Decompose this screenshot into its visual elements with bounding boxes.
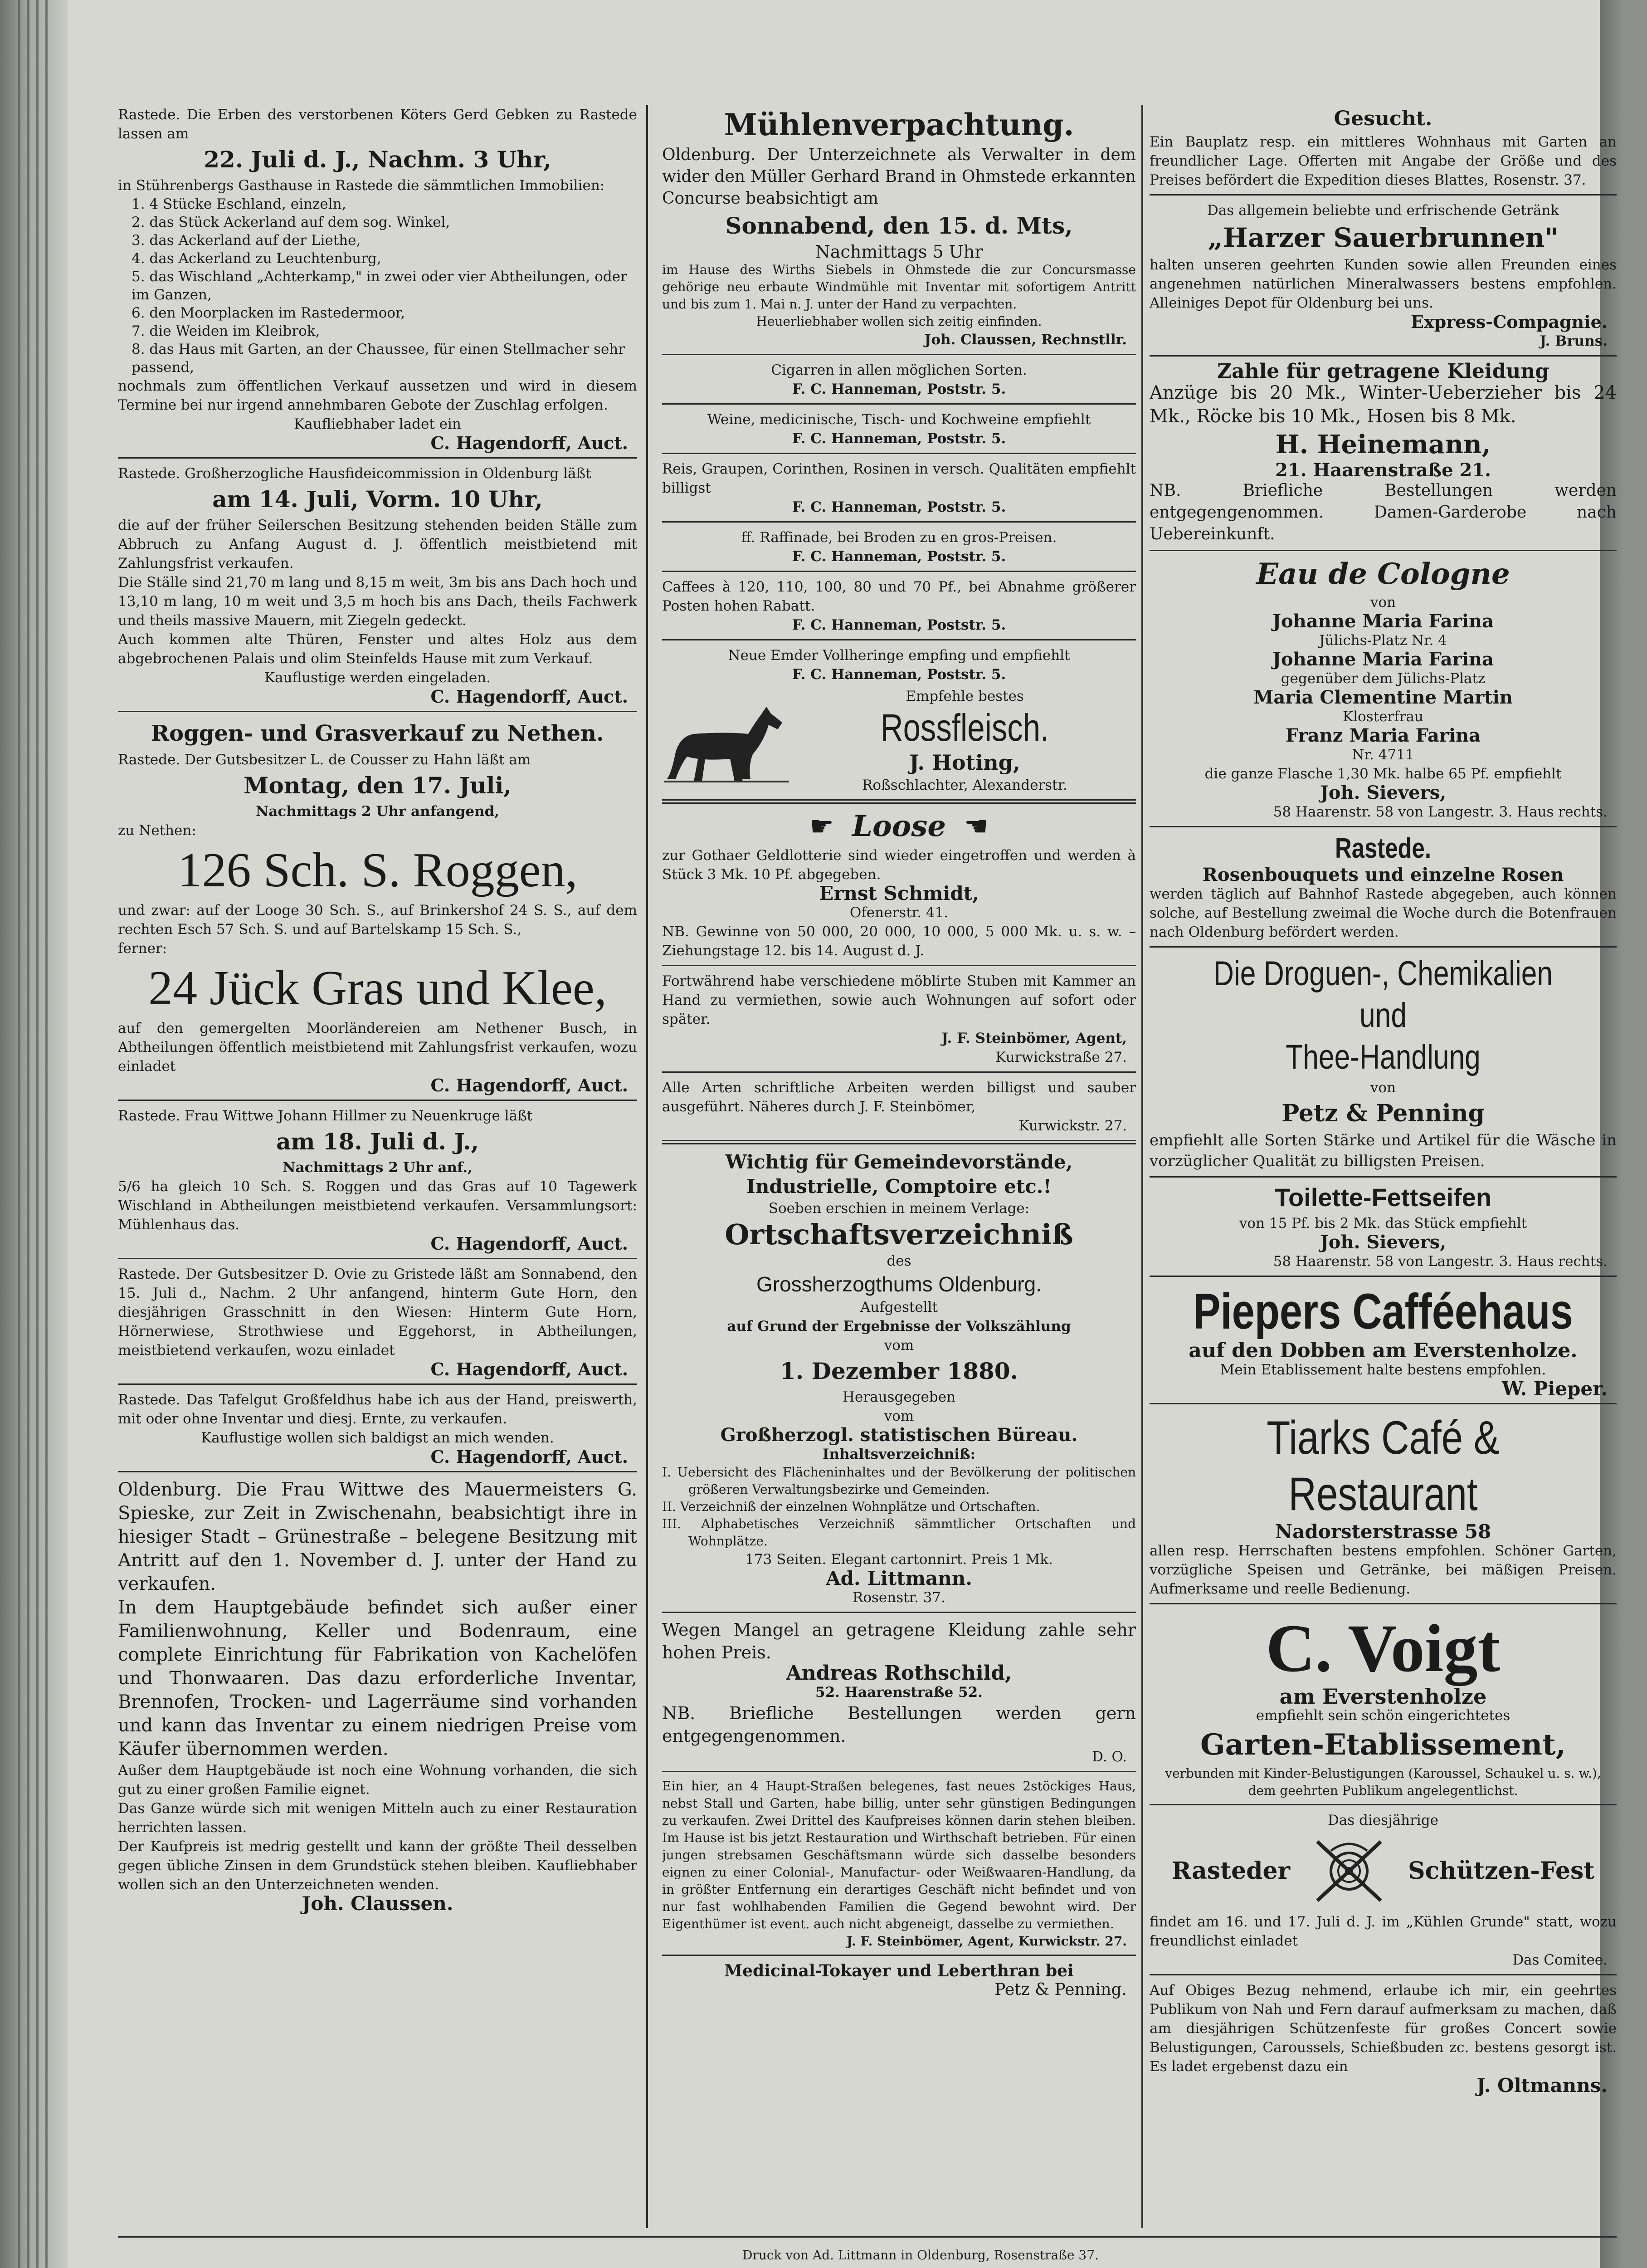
item-list <box>118 195 637 376</box>
ad-time: Nachmittags 2 Uhr anfangend, <box>255 803 500 820</box>
separator <box>662 799 1136 804</box>
column-3 <box>1150 105 1617 2228</box>
ad-date: 22. Juli d. J., Nachm. 3 Uhr, <box>204 146 551 173</box>
ad-invite: Kauflustige wollen sich baldigst an mich wenden. <box>201 1430 554 1446</box>
ad-spieske <box>118 1478 637 1913</box>
ad-address: 58 Haarenstr. 58 von Langestr. 3. Haus rechts. <box>1273 804 1608 820</box>
page-footer: Druck von Ad. Littmann in Oldenburg, Rosenstraße 37. <box>742 2248 1099 2263</box>
ad-signature: J. Hoting, <box>909 750 1020 775</box>
ad-text: Fortwährend habe verschiedene möblirte Stuben mit Kammer an Hand zu vermiethen, sowie auch Wohnungen auf sofort oder später. <box>662 973 1136 1027</box>
ad-title-left: Rasteder <box>1171 1857 1290 1885</box>
ad-signature: J. F. Steinbömer, Agent, <box>941 1030 1127 1046</box>
ad-body: Rastede. Das Tafelgut Großfeldhus habe ich aus der Hand, preiswerth, mit oder ohne Inventar und diesj. Ernte, zu verkaufen. <box>118 1392 637 1427</box>
ad-roggen-nethen <box>118 718 637 1095</box>
ad-address: 21. Haarenstraße 21. <box>1275 459 1491 481</box>
ad-ortschaftsverzeichnis <box>662 1150 1136 1607</box>
ad-intro: Rastede. Der Gutsbesitzer L. de Cousser zu Hahn läßt am <box>118 752 531 768</box>
maker-address: Jülichs-Platz Nr. 4 <box>1319 632 1447 649</box>
ad-pre: Das diesjährige <box>1327 1812 1439 1828</box>
separator <box>1150 550 1617 551</box>
ad-text: Neue Emder Vollheringe empfing und empfiehlt <box>728 647 1070 664</box>
separator <box>662 639 1136 640</box>
ad-signature: Joh. Claussen. <box>302 1892 453 1915</box>
ad-nb: NB. Briefliche Bestellungen werden entgegengenommen. Damen-Garderobe nach Uebereinkunft. <box>1150 481 1617 543</box>
ad-intro: Oldenburg. Der Unterzeichnete als Verwalter in dem wider den Müller Gerhard Brand in Ohmstede erkannten Concurse beabsichtigt am <box>662 146 1136 208</box>
ad-seifen <box>1150 1183 1617 1271</box>
ad-text: findet am 16. und 17. Juli d. J. im „Kühlen Grunde" statt, wozu freundlichst einladet <box>1150 1914 1617 1949</box>
ad-title: Eau de Cologne <box>1256 557 1510 591</box>
ad-harzer <box>1150 201 1617 351</box>
ad-pre: Empfehle bestes <box>906 688 1024 704</box>
ad-signature: C. Hagendorff, Auct. <box>430 1447 628 1467</box>
separator <box>118 457 637 459</box>
separator <box>662 1771 1136 1772</box>
book-line: vom <box>884 1408 914 1424</box>
ad-rothschild <box>662 1618 1136 1766</box>
ad-subtitle: Rosenbouquets und einzelne Rosen <box>1202 864 1564 885</box>
ad-signature: Petz & Penning <box>1282 1100 1485 1127</box>
ad-ovie <box>118 1265 637 1379</box>
ad-signature: Joh. Sievers, <box>1320 1232 1447 1253</box>
ad-text: Alle Arten schriftliche Arbeiten werden billigst und sauber ausgeführt. Näheres durch J. F. Steinbömer, <box>662 1080 1136 1115</box>
ad-ferner: ferner: <box>118 940 167 957</box>
ad-hanneman-reis <box>662 459 1136 517</box>
ad-pre: Soeben erschien in meinem Verlage: <box>768 1200 1030 1217</box>
separator <box>662 1612 1136 1613</box>
book-line: auf Grund der Ergebnisse der Volkszählung <box>727 1318 1071 1334</box>
ad-signature: Ernst Schmidt, <box>819 882 979 904</box>
ad-rossfleisch-text <box>794 687 1136 795</box>
ad-stall-auction <box>118 464 637 706</box>
pointing-hand-icon: ☛ <box>964 810 989 842</box>
ad-body: die auf der früher Seilerschen Besitzung stehenden beiden Ställe zum Abbruch zu Anfang August d. J. öffentlich meistbietend mit Zahlungsfrist verkaufen. <box>118 517 637 572</box>
ad-invite: Heuerliebhaber wollen sich zeitig einfinden. <box>756 314 1042 329</box>
ad-title: Piepers Cafféehaus <box>1193 1284 1573 1339</box>
ad-title: Rastede. <box>1335 833 1431 864</box>
list-item: 6. den Moorplacken im Rastedermoor, <box>132 305 405 321</box>
ad-paragraph: Außer dem Hauptgebäude ist noch eine Wohnung vorhanden, die sich gut zu einer großen Familie eignet. <box>118 1762 637 1798</box>
ad-body: Rastede. Der Gutsbesitzer D. Ovie zu Gristede läßt am Sonnabend, den 15. Juli d., Nachm. 2 Uhr anfangend, hinterm Gute Horn, den diesjährigen Grasschnitt in den Wiesen: Hinterm Gute Horn, Hörnerwiese, Strothwiese und Eggehorst, in Abtheilungen, meistbietend verkaufen, wozu einladet <box>118 1266 637 1359</box>
bottom-rule <box>118 2236 1617 2238</box>
ad-pieper <box>1150 1282 1617 1398</box>
ad-text: Cigarren in allen möglichen Sorten. <box>771 362 1027 378</box>
list-item: 3. das Ackerland auf der Liethe, <box>132 232 361 249</box>
ad-signature: F. C. Hanneman, Poststr. 5. <box>792 430 1006 447</box>
book-date: 1. Dezember 1880. <box>780 1358 1018 1384</box>
ad-loose <box>662 809 1136 960</box>
fest-heading <box>1150 1833 1617 1910</box>
list-item: 4. das Ackerland zu Leuchtenburg, <box>132 250 381 267</box>
pointing-hand-icon: ☛ <box>809 810 834 842</box>
maker-name: Franz Maria Farina <box>1285 725 1481 746</box>
ad-signature: W. Pieper. <box>1501 1378 1608 1400</box>
ad-signature: Andreas Rothschild, <box>786 1662 1012 1685</box>
ad-title: Wichtig für Gemeindevorstände, Industrielle, Comptoire etc.! <box>725 1151 1073 1198</box>
ad-text: allen resp. Herrschaften bestens empfohlen. Schöner Garten, vorzügliche Speisen und Getränke, bei mäßigen Preisen. Aufmerksame und reelle Bedienung. <box>1150 1543 1617 1597</box>
ad-hillmer <box>118 1106 637 1253</box>
ad-detail: und zwar: auf der Looge 30 Sch. S., auf Brinkershof 24 S. S., auf dem rechten Esch 57 Sch. S. und auf Bartelskamp 15 Sch. S., <box>118 902 637 938</box>
ad-title: C. Voigt <box>1266 1611 1501 1686</box>
ad-date: Sonnabend, den 15. d. Mts, <box>725 212 1073 239</box>
book-publisher: Großherzogl. statistischen Büreau. <box>720 1424 1078 1446</box>
ad-invite: Kaufliebhaber ladet ein <box>294 416 461 432</box>
ad-text: halten unseren geehrten Kunden sowie allen Freunden eines angenehmen natürlichen Mineralwassers bestens empfohlen. Alleiniges Depot für Oldenburg bei uns. <box>1150 257 1617 311</box>
ad-address: Ofenerstr. 41. <box>849 904 949 921</box>
ad-muehlenverpachtung <box>662 106 1136 349</box>
ad-oltmanns <box>1150 1981 1617 2095</box>
ad-title: Toilette-Fettseifen <box>1274 1183 1492 1212</box>
ad-text: Mein Etablissement halte bestens empfohlen. <box>1220 1362 1546 1378</box>
ad-signature: Ad. Littmann. <box>826 1567 972 1589</box>
ad-tokayer <box>662 1961 1136 1999</box>
ad-title: „Harzer Sauerbrunnen" <box>1208 222 1559 253</box>
ad-headline: Garten-Etablissement, <box>1200 1728 1566 1762</box>
ad-subtitle: auf den Dobben am Everstenholze. <box>1189 1339 1578 1362</box>
ad-rosen <box>1150 833 1617 942</box>
maker-address: gegenüber dem Jülichs-Platz <box>1281 670 1486 687</box>
ad-rossfleisch <box>662 687 1136 795</box>
separator <box>662 1140 1136 1144</box>
ad-signature: F. C. Hanneman, Poststr. 5. <box>792 499 1006 515</box>
ad-signature: F. C. Hanneman, Poststr. 5. <box>792 381 1006 397</box>
toc-heading: Inhaltsverzeichniß: <box>822 1446 976 1462</box>
separator <box>1150 1403 1617 1404</box>
ad-address: Kurwickstraße 27. <box>995 1049 1127 1066</box>
book-title: Ortschaftsverzeichniß <box>725 1218 1073 1251</box>
ad-text: Reis, Graupen, Corinthen, Rosinen in versch. Qualitäten empfiehlt billigst <box>662 461 1136 496</box>
ad-paragraph: Oldenburg. Die Frau Wittwe des Mauermeisters G. Spieske, zur Zeit in Zwischenahn, beabsichtigt ihre in hiesiger Stadt – Grünestraße – belegene Besitzung mit Antritt auf den 1. November d. J. unter der Hand zu verkaufen. <box>118 1479 637 1594</box>
ad-intro: Rastede. Die Erben des verstorbenen Köters Gerd Gebken zu Rastede lassen am <box>118 107 637 142</box>
ad-text: von 15 Pf. bis 2 Mk. das Stück empfiehlt <box>1239 1215 1527 1232</box>
toc-item: II. Verzeichniß der einzelnen Wohnplätze und Ortschaften. <box>662 1499 1040 1514</box>
list-item: 5. das Wischland „Achterkamp," in zwei oder vier Abtheilungen, oder im Ganzen, <box>132 269 627 303</box>
ad-hanneman-raffinade <box>662 528 1136 566</box>
ad-title: Tiarks Café & Restaurant <box>1267 1412 1500 1520</box>
ad-drogen <box>1150 953 1617 1172</box>
ad-text: werden täglich auf Bahnhof Rastede abgegeben, auch können solche, auf Bestellung zweimal die Woche durch die Botenfrauen nach Oldenburg befördert werden. <box>1150 886 1617 940</box>
separator <box>1150 1603 1617 1604</box>
maker-name: Johanne Maria Farina <box>1272 611 1494 632</box>
ad-body: im Hause des Wirths Siebels in Ohmstede die zur Concursmasse gehörige neu erbaute Windmühle mit Inventar mit sofortigem Antritt und bis zum 1. Mai n. J. unter der Hand zu verpachten. <box>662 262 1136 312</box>
horse-icon <box>662 698 794 784</box>
ad-voigt <box>1150 1610 1617 1799</box>
ad-signature: C. Hagendorff, Auct. <box>430 1075 628 1095</box>
separator <box>118 1258 637 1259</box>
ad-signature: C. Hagendorff, Auct. <box>430 1359 628 1379</box>
list-item: 7. die Weiden im Kleibrok, <box>132 323 320 339</box>
ad-schuetzenfest <box>1150 1811 1617 1970</box>
separator <box>118 1383 637 1385</box>
ad-signature: Petz & Penning. <box>994 1980 1127 1999</box>
ad-text: Caffees à 120, 110, 100, 80 und 70 Pf., bei Abnahme größerer Posten hohen Rabatt. <box>662 579 1136 614</box>
ad-hanneman-heringe <box>662 646 1136 684</box>
column-rule <box>1141 105 1143 2228</box>
separator <box>662 571 1136 572</box>
ad-signature: J. Oltmanns. <box>1476 2074 1608 2097</box>
ad-mark: D. O. <box>1092 1749 1127 1765</box>
ad-price: die ganze Flasche 1,30 Mk. halbe 65 Pf. empfiehlt <box>1204 766 1562 782</box>
book-line: des <box>887 1253 911 1269</box>
ad-nb: NB. Briefliche Bestellungen werden gern entgegengenommen. <box>662 1703 1136 1746</box>
maker-name: Johanne Maria Farina <box>1272 649 1494 670</box>
ad-pre: Das allgemein beliebte und erfrischende Getränk <box>1207 202 1559 219</box>
separator <box>1150 1804 1617 1805</box>
ad-signature: Joh. Claussen, Rechnstllr. <box>924 332 1127 348</box>
ad-date: Montag, den 17. Juli, <box>244 772 512 799</box>
separator <box>662 1955 1136 1956</box>
list-item: 2. das Stück Ackerland auf dem sog. Winkel, <box>132 214 450 230</box>
ad-address: 52. Haarenstraße 52. <box>815 1684 983 1701</box>
ad-haus <box>662 1778 1136 1950</box>
separator <box>1150 1176 1617 1178</box>
ad-title: Gesucht. <box>1334 107 1433 130</box>
ad-text: Wegen Mangel an getragene Kleidung zahle sehr hohen Preis. <box>662 1620 1136 1662</box>
ad-text: Ein hier, an 4 Haupt-Straßen belegenes, fast neues 2stöckiges Haus, nebst Stall und Garten, habe billig, unter sehr günstigen Bedingungen zu verkaufen. Zwei Drittel des Kaufpreises können darin stehen bleiben. Im Hause ist bis jetzt Restauration und Wirthschaft betrieben. Für einen jungen strebsamen Geschäftsmann würde sich dasselbe besonders eignen zu einer Colonial-, Manufactur- oder Weißwaaren-Handlung, da in größter Entfernung ein derartiges Geschäft nicht befindet und von nur fast wohlhabenden Familien die Gegend bewohnt wird. Der Eigenthümer ist event. auch nicht abgeneigt, dasselbe zu vermiethen. <box>662 1779 1136 1931</box>
separator <box>1150 1974 1617 1975</box>
ad-signature: Das Comitee. <box>1512 1952 1608 1968</box>
list-item: 8. das Haus mit Garten, an der Chaussee, für einen Stellmacher sehr passend, <box>132 341 625 376</box>
ad-address: 58 Haarenstr. 58 von Langestr. 3. Haus rechts. <box>1273 1253 1608 1270</box>
ad-signature: H. Heinemann, <box>1275 430 1491 459</box>
ad-title-right: Schützen-Fest <box>1408 1857 1595 1885</box>
book-line: Aufgestellt <box>860 1299 938 1315</box>
ad-title: Mühlenverpachtung. <box>724 107 1074 142</box>
maker-address: Klosterfrau <box>1342 709 1423 725</box>
ad-line: von <box>1370 594 1396 611</box>
loose-heading <box>662 809 1136 843</box>
ad-arbeiten <box>662 1078 1136 1135</box>
book-price: 173 Seiten. Elegant cartonnirt. Preis 1 Mk. <box>745 1551 1053 1568</box>
ad-tiarks <box>1150 1410 1617 1598</box>
separator <box>1150 826 1617 827</box>
list-item: 1. 4 Stücke Eschland, einzeln, <box>132 196 346 212</box>
book-line: vom <box>884 1337 914 1354</box>
ad-date: am 14. Juli, Vorm. 10 Uhr, <box>212 486 543 513</box>
ad-paragraph: Der Kaufpreis ist medrig gestellt und kann der größte Theil desselben gegen übliche Zinsen in dem Grundstück stehen bleiben. Kaufliebhaber wollen sich an den Unterzeichneten wenden. <box>118 1838 637 1893</box>
ad-paragraph: Das Ganze würde sich mit wenigen Mitteln auch zu einer Restauration herrichten lassen. <box>118 1800 637 1836</box>
separator <box>662 965 1136 966</box>
ad-title: Roggen- und Grasverkauf zu Nethen. <box>151 721 604 746</box>
ad-title: Rossfleisch. <box>880 706 1049 749</box>
ad-time: Nachmittags 5 Uhr <box>815 242 983 262</box>
ad-hanneman-cigarren <box>662 361 1136 399</box>
ad-eau-de-cologne <box>1150 557 1617 821</box>
separator <box>662 1071 1136 1073</box>
maker-name: Maria Clementine Martin <box>1253 687 1513 708</box>
ad-body: 5/6 ha gleich 10 Sch. S. Roggen und das Gras auf 10 Tagewerk Wischland in Abtheilungen meistbietend verkaufen. Versammlungsort: Mühlenhaus das. <box>118 1178 637 1233</box>
book-line: Grossherzogthums Oldenburg. <box>756 1272 1042 1296</box>
ad-stuben <box>662 972 1136 1067</box>
ad-text: Anzüge bis 20 Mk., Winter-Ueberzieher bis 24 Mk., Röcke bis 10 Mk., Hosen bis 8 Mk. <box>1150 382 1617 427</box>
ad-tafelgut <box>118 1390 637 1466</box>
ad-body: nochmals zum öffentlichen Verkauf aussetzen und wird in diesem Termine bei nur irgend annehmbaren Gebote der Zuschlag erfolgen. <box>118 378 637 413</box>
ad-text: verbunden mit Kinder-Belustigungen (Karoussel, Schaukel u. s. w.), dem geehrten Publikum angelegentlichst. <box>1165 1766 1601 1798</box>
ad-subtitle: am Everstenholze <box>1279 1684 1487 1709</box>
ad-gebken-auction <box>118 105 637 453</box>
ad-time: Nachmittags 2 Uhr anf., <box>283 1159 473 1176</box>
ad-text: zur Gothaer Geldlotterie sind wieder eingetroffen und werden à Stück 3 Mk. 10 Pf. abgegeben. <box>662 847 1136 883</box>
ad-address: Rosenstr. 37. <box>852 1589 945 1606</box>
ad-address: Roßschlachter, Alexanderstr. <box>862 777 1067 793</box>
separator <box>1150 194 1617 196</box>
separator <box>118 1471 637 1472</box>
separator <box>118 1100 637 1101</box>
ad-intro: Rastede. Frau Wittwe Johann Hillmer zu Neuenkruge läßt <box>118 1108 533 1124</box>
maker-address: Nr. 4711 <box>1352 747 1414 763</box>
ad-signature: C. Hagendorff, Auct. <box>430 433 628 453</box>
ad-address: Kurwickstr. 27. <box>1018 1118 1127 1134</box>
ad-line: von <box>1370 1080 1396 1096</box>
ad-text: ff. Raffinade, bei Broden zu en gros-Preisen. <box>741 529 1057 546</box>
ad-place: in Stührenbergs Gasthause in Rastede die sämmtlichen Immobilien: <box>118 177 605 194</box>
separator <box>1150 355 1617 357</box>
ad-text: Ein Bauplatz resp. ein mittleres Wohnhaus mit Garten an freundlicher Lage. Offerten mit Angabe der Größe und des Preises befördert die Expedition dieses Blattes, Rosenstr. 37. <box>1150 134 1617 188</box>
separator <box>1150 946 1617 948</box>
ad-gesucht <box>1150 106 1617 190</box>
book-line: Herausgegeben <box>842 1389 956 1405</box>
ad-hanneman-caffees <box>662 577 1136 635</box>
ad-signature: J. F. Steinbömer, Agent, Kurwickstr. 27. <box>846 1934 1127 1949</box>
toc-item: III. Alphabetisches Verzeichniß sämmtlicher Ortschaften und Wohnplätze. <box>662 1516 1136 1549</box>
ad-headline: 126 Sch. S. Roggen, <box>177 843 578 897</box>
ad-signature: C. Hagendorff, Auct. <box>430 686 628 707</box>
ad-nb: NB. Gewinne von 50 000, 20 000, 10 000, 5 000 Mk. u. s. w. – Ziehungstage 12. bis 14. August d. J. <box>662 924 1136 959</box>
crossed-rifles-emblem-icon <box>1308 1833 1390 1910</box>
ad-signature: C. Hagendorff, Auct. <box>430 1233 628 1254</box>
ad-title: Loose <box>852 809 946 843</box>
ad-signature: Joh. Sievers, <box>1320 782 1447 803</box>
column-rule <box>646 105 648 2228</box>
ad-signature: Express-Compagnie. <box>1411 312 1608 332</box>
ad-invite: Kauflustige werden eingeladen. <box>264 670 491 686</box>
ad-hanneman-weine <box>662 410 1136 448</box>
separator <box>662 521 1136 523</box>
column-2 <box>662 105 1136 2228</box>
ad-title: Die Droguen-, Chemikalien und <box>1213 954 1553 1035</box>
separator <box>662 453 1136 454</box>
ad-paragraph: In dem Hauptgebäude befindet sich außer einer Familienwohnung, Keller und Bodenraum, eine complete Einrichtung für Fabrikation von Kachelöfen und Thonwaaren. Das dazu erforderliche Inventar, Brennofen, Trocken- und Lagerräume sind vorhanden und kann das Inventar zu einem niedrigen Preise vom Käufer übernommen werden. <box>118 1597 637 1760</box>
ad-body: Auch kommen alte Thüren, Fenster und altes Holz aus dem abgebrochenen Palais und olim Steinfelds Hause mit zum Verkauf. <box>118 631 637 667</box>
ad-headline: 24 Jück Gras und Klee, <box>148 961 607 1015</box>
ad-title: Zahle für getragene Kleidung <box>1217 360 1550 383</box>
column-1 <box>118 105 637 2228</box>
ad-where: zu Nethen: <box>118 822 196 839</box>
ad-text: Medicinal-Tokayer und Leberthran bei <box>724 1961 1074 1980</box>
binding-edge <box>0 0 68 2268</box>
ad-text: Weine, medicinische, Tisch- und Kochweine empfiehlt <box>707 411 1091 428</box>
ad-body: auf den gemergelten Moorländereien am Nethener Busch, in Abtheilungen öffentlich meistbietend mit Zahlungsfrist verkaufen, wozu einladet <box>118 1020 637 1075</box>
separator <box>662 403 1136 405</box>
ad-address: Nadorsterstrasse 58 <box>1275 1520 1491 1543</box>
ad-title: Thee-Handlung <box>1286 1038 1481 1076</box>
ad-signature: J. Bruns. <box>1540 333 1608 349</box>
separator <box>1150 1276 1617 1277</box>
ad-signature: F. C. Hanneman, Poststr. 5. <box>792 666 1006 683</box>
ad-date: am 18. Juli d. J., <box>276 1128 479 1155</box>
ad-body: Die Ställe sind 21,70 m lang und 8,15 m weit, 3m bis ans Dach hoch und 13,10 m lang, 10 m weit und 3,5 m hoch bis ans Dach, theils Fachwerk und theils massive Mauern, mit Ziegeln gedeckt. <box>118 574 637 629</box>
separator <box>118 711 637 712</box>
toc-item: I. Uebersicht des Flächeninhaltes und der Bevölkerung der politischen größeren Verwaltungsbezirke und Gemeinden. <box>662 1465 1136 1497</box>
ad-heinemann <box>1150 362 1617 545</box>
ad-pre: empfiehlt sein schön eingerichtetes <box>1256 1707 1511 1724</box>
separator <box>662 354 1136 355</box>
ad-text: empfiehlt alle Sorten Stärke und Artikel für die Wäsche in vorzüglicher Qualität zu billigsten Preisen. <box>1150 1131 1617 1170</box>
ad-text: Auf Obiges Bezug nehmend, erlaube ich mir, ein geehrtes Publikum von Nah und Fern darauf aufmerksam zu machen, daß am diesjährigen Schützenfeste für großes Concert sowie Belustigungen, Caroussels, Schießbuden zc. bestens gesorgt ist. Es ladet ergebenst dazu ein <box>1150 1982 1617 2075</box>
ad-signature: F. C. Hanneman, Poststr. 5. <box>792 617 1006 633</box>
ad-intro: Rastede. Großherzogliche Hausfideicommission in Oldenburg läßt <box>118 465 591 482</box>
ad-signature: F. C. Hanneman, Poststr. 5. <box>792 548 1006 565</box>
